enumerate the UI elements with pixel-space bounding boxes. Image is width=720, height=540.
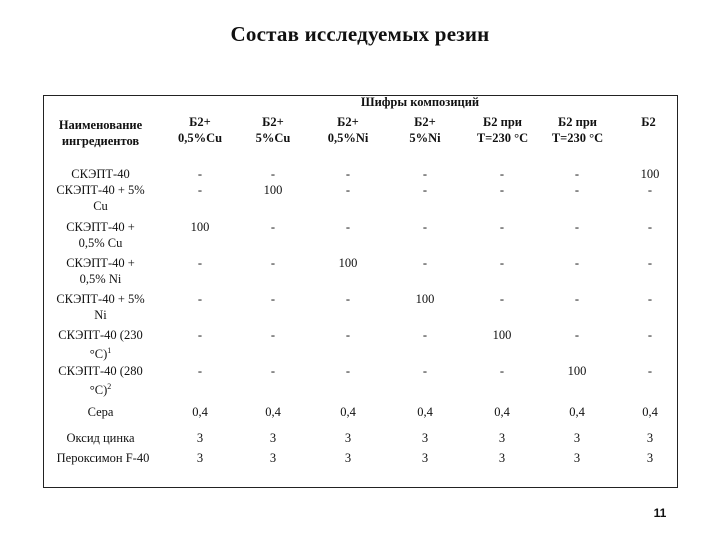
row-label: СКЭПТ-40 + 5% Ni bbox=[56, 292, 145, 322]
column-header-b2-05ni: Б2+ 0,5%Ni bbox=[327, 115, 369, 145]
row-label: СКЭПТ-40 (230 °C)$^1$ bbox=[58, 328, 143, 362]
table-cell: 100 bbox=[567, 364, 587, 378]
table-cell: - bbox=[197, 292, 203, 306]
table-cell: - bbox=[197, 256, 203, 270]
table-cell: 3 bbox=[344, 431, 352, 445]
table-cell: - bbox=[574, 256, 580, 270]
table-cell: - bbox=[345, 364, 351, 378]
table-cell: - bbox=[197, 183, 203, 197]
table-cell: 3 bbox=[196, 451, 204, 465]
table-cell: 100 bbox=[263, 183, 283, 197]
table-cell: 100 bbox=[492, 328, 512, 342]
table-cell: - bbox=[197, 167, 203, 181]
table-cell: - bbox=[499, 183, 505, 197]
table-cell: - bbox=[345, 292, 351, 306]
table-cell: 100 bbox=[415, 292, 435, 306]
table-cell: 100 bbox=[190, 220, 210, 234]
table-cell: 3 bbox=[498, 431, 506, 445]
table-cell: - bbox=[499, 364, 505, 378]
row-label: СКЭПТ-40 bbox=[71, 167, 130, 181]
table-cell: - bbox=[422, 167, 428, 181]
table-cell: - bbox=[345, 183, 351, 197]
table-cell: - bbox=[422, 220, 428, 234]
table-cell: - bbox=[422, 183, 428, 197]
table-cell: - bbox=[422, 256, 428, 270]
table-cell: - bbox=[422, 328, 428, 342]
table-cell: 3 bbox=[344, 451, 352, 465]
table-cell: - bbox=[647, 328, 653, 342]
column-header-b2: Б2 bbox=[641, 115, 656, 129]
page-number: 11 bbox=[653, 506, 667, 520]
row-label: Пероксимон F-40 bbox=[56, 451, 150, 465]
table-cell: - bbox=[197, 328, 203, 342]
table-cell: 3 bbox=[196, 431, 204, 445]
table-cell: - bbox=[270, 220, 276, 234]
table-cell: - bbox=[647, 183, 653, 197]
table-cell: 0,4 bbox=[569, 405, 585, 419]
table-cell: - bbox=[499, 220, 505, 234]
table-cell: 0,4 bbox=[417, 405, 433, 419]
row-label: СКЭПТ-40 + 0,5% Ni bbox=[66, 256, 135, 286]
table-cell: - bbox=[574, 220, 580, 234]
table-cell: 3 bbox=[498, 451, 506, 465]
table-cell: 3 bbox=[421, 451, 429, 465]
column-header-b2-5ni: Б2+ 5%Ni bbox=[409, 115, 441, 145]
table-cell: 0,4 bbox=[340, 405, 356, 419]
page-title: Состав исследуемых резин bbox=[230, 22, 490, 46]
table-cell: 3 bbox=[421, 431, 429, 445]
table-cell: 0,4 bbox=[494, 405, 510, 419]
table-cell: - bbox=[499, 256, 505, 270]
column-header-b2-t230-b: Б2 при T=230 °C bbox=[551, 115, 604, 145]
table-cell: - bbox=[647, 256, 653, 270]
table-cell: 3 bbox=[646, 451, 654, 465]
row-label: СКЭПТ-40 (280 °C)$^2$ bbox=[58, 364, 143, 398]
table-cell: 100 bbox=[640, 167, 660, 181]
table-cell: - bbox=[270, 328, 276, 342]
table-cell: 3 bbox=[646, 431, 654, 445]
table-cell: - bbox=[499, 167, 505, 181]
column-header-b2-5cu: Б2+ 5%Cu bbox=[255, 115, 291, 145]
table-cell: - bbox=[574, 328, 580, 342]
table-cell: 3 bbox=[269, 431, 277, 445]
table-cell: - bbox=[345, 328, 351, 342]
table-cell: - bbox=[647, 364, 653, 378]
table-cell: - bbox=[574, 183, 580, 197]
table-cell: 3 bbox=[573, 451, 581, 465]
table-cell: - bbox=[345, 167, 351, 181]
table-cell: 0,4 bbox=[265, 405, 281, 419]
table-cell: - bbox=[270, 256, 276, 270]
row-label: Оксид цинка bbox=[66, 431, 135, 445]
table-cell: - bbox=[647, 220, 653, 234]
table-cell: 0,4 bbox=[642, 405, 658, 419]
row-label: СКЭПТ-40 + 0,5% Cu bbox=[66, 220, 135, 250]
table-cell: 100 bbox=[338, 256, 358, 270]
table-cell: - bbox=[270, 167, 276, 181]
table-cell: 3 bbox=[573, 431, 581, 445]
table-cell: - bbox=[345, 220, 351, 234]
table-cell: - bbox=[422, 364, 428, 378]
table-cell: 3 bbox=[269, 451, 277, 465]
table-cell: - bbox=[574, 292, 580, 306]
compositions-group-header: Шифры композиций bbox=[360, 95, 480, 109]
column-header-b2-t230-a: Б2 при T=230 °C bbox=[476, 115, 529, 145]
ingredient-column-header: Наименование ингредиентов bbox=[58, 118, 143, 148]
table-cell: - bbox=[197, 364, 203, 378]
table-cell: - bbox=[270, 364, 276, 378]
table-cell: - bbox=[647, 292, 653, 306]
table-cell: - bbox=[574, 167, 580, 181]
table-cell: - bbox=[270, 292, 276, 306]
column-header-b2-05cu: Б2+ 0,5%Cu bbox=[177, 115, 223, 145]
table-cell: - bbox=[499, 292, 505, 306]
row-label: Сера bbox=[87, 405, 114, 419]
table-cell: 0,4 bbox=[192, 405, 208, 419]
row-label: СКЭПТ-40 + 5% Cu bbox=[56, 183, 145, 213]
